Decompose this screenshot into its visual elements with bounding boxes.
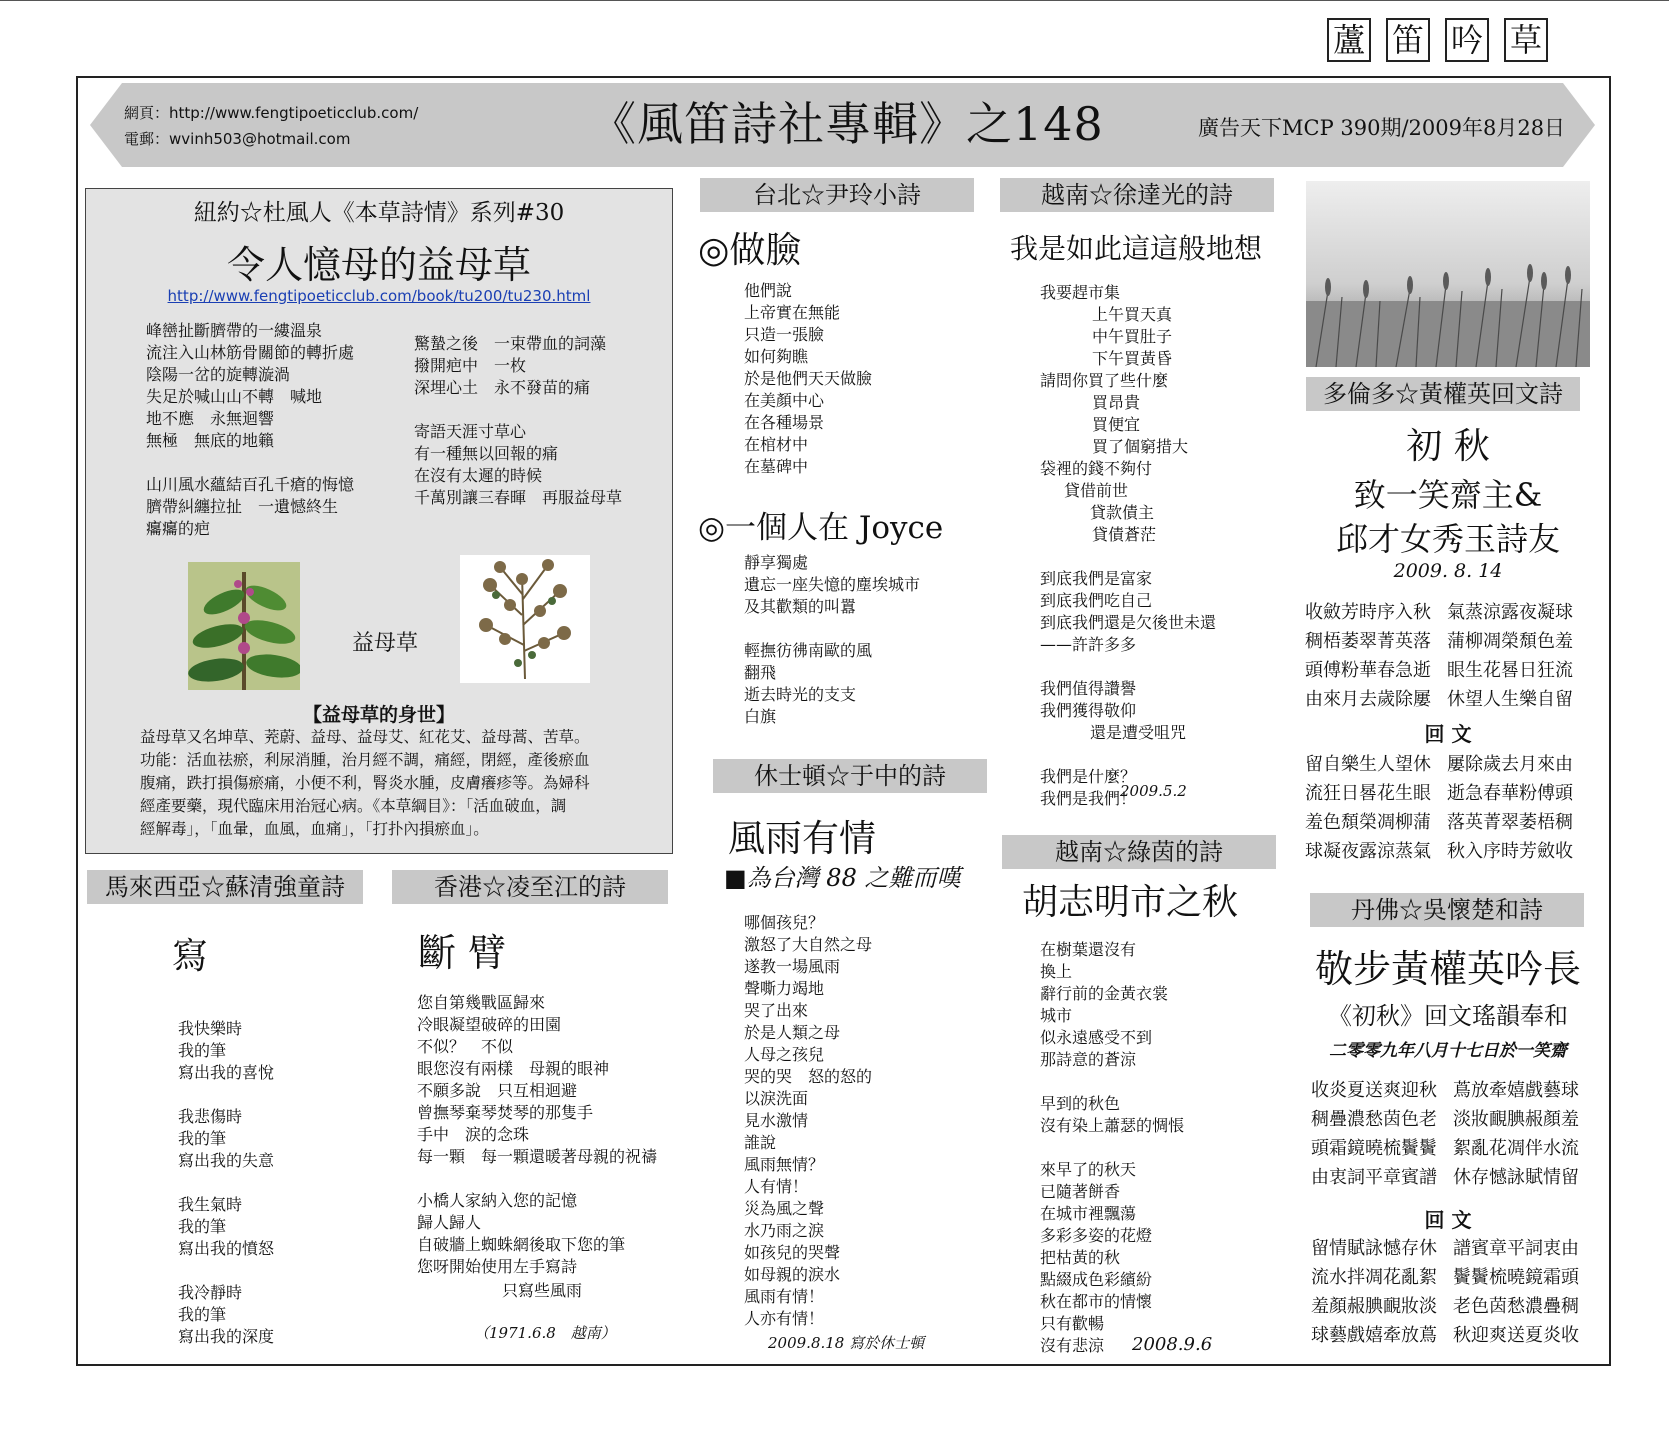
poem-line [1040,656,1216,678]
poem-line: 聲嘶力竭地 [744,979,825,998]
bio-line: 經產要藥，現代臨床用治冠心病。《本草綱目》：「活血破血，調 [140,797,567,815]
couplet-line: 蒲柳凋榮頹色羞 [1447,631,1573,652]
poem-line: 人母之孩兒 [744,1045,825,1064]
poem-line [146,452,354,474]
poem-line: 寫出我的喜悅 [178,1063,275,1082]
bencao-title: 令人憶母的益母草 [226,243,531,287]
taipei-title-1: ◎做臉 [698,230,802,271]
poem-line: 陰陽一岔的旋轉漩渦 [146,365,291,384]
section-malaysia: 馬來西亞☆蘇清強童詩 [87,870,363,904]
reed-char-1: 蘆 [1327,18,1371,62]
poem-line: 失足於喊山山不轉 喊地 [146,387,323,406]
poem-line: 買便宜 [1092,415,1141,434]
reed-title-4: 敬步黃權英吟長 [1314,947,1581,991]
email-text: 電郵：wvinh503@hotmail.com [124,130,351,148]
poem-line: ——許許多多 [1040,635,1137,654]
couplet-row [1311,1292,1595,1321]
poem-line: 每一顆 每一顆還暖著母親的祝禱 [417,1147,658,1166]
poem-line [414,399,622,421]
poem-line: 災為風之聲 [744,1199,825,1218]
couplet-line: 秋迎爽送夏炎收 [1453,1325,1579,1346]
couplet-line: 留自樂生人望休 [1305,754,1431,775]
poem-line: 您呀開始使用左手寫詩 [417,1257,578,1276]
poem-line: 於是人類之母 [744,1023,841,1042]
poem-line: 那詩意的蒼涼 [1040,1050,1137,1069]
couplet-line: 絮亂花凋伴水流 [1453,1138,1579,1159]
couplet-row [1305,627,1589,656]
couplet-line: 流水拌凋花亂絮 [1311,1267,1437,1288]
poem-line: 到底我們是富家 [1040,569,1153,588]
poem-line: 地不應 永無迴響 [146,409,275,428]
poem-line: 秋在都市的情懷 [1040,1292,1153,1311]
poem-line: 癟癟的疤 [146,519,211,538]
couplet-line: 羞色頹榮凋柳蒲 [1305,812,1431,833]
poem-line: 到底我們吃自己 [1040,591,1153,610]
vietnam2-date: 2008.9.6 [1132,1334,1213,1355]
poem-line: 沒有染上蕭瑟的惆悵 [1040,1116,1185,1135]
poem-line: 我們值得讚譽 [1040,679,1137,698]
poem-line: 見水激情 [744,1111,809,1130]
couplet-line: 球藝戲嬉牽放蔦 [1311,1325,1437,1346]
poem-line: 冷眼凝望破碎的田園 [417,1015,562,1034]
reed-char-2: 笛 [1386,18,1430,62]
couplet-row [1305,685,1589,714]
poem-line: 人有情！ [744,1177,809,1196]
couplet-row [1305,656,1589,685]
herb-caption: 益母草 [352,631,419,656]
poem-line: 在棺材中 [744,435,809,454]
couplet-line: 稠疊濃愁茵色老 [1311,1109,1437,1130]
reed-char-4: 草 [1504,18,1548,62]
poem-line: 上午買天真 [1092,305,1173,324]
poem-line: 輕撫彷彿南歐的風 [744,641,873,660]
poem-line: 峰巒扯斷臍帶的一縷溫泉 [146,321,323,340]
poem-line: 只有歡暢 [1040,1314,1105,1333]
herb-plant-image [188,562,300,690]
reed-huiwen-label-1: 回 文 [1424,722,1472,746]
couplet-row [1305,779,1589,808]
poem-line: 點綴成色彩繽紛 [1040,1270,1153,1289]
poem-line: 買昂貴 [1092,393,1141,412]
bencao-left-poem [146,320,354,540]
poem-line: 以淚洗面 [744,1089,809,1108]
poem-line: 深埋心土 永不發苗的痛 [414,378,591,397]
couplet-line: 頭霜鏡曉梳鬢鬢 [1311,1138,1437,1159]
reed-poem-2-reverse [1311,1234,1595,1350]
poem-line: 已隨著餅香 [1040,1182,1121,1201]
poem-line: 遂教一場風雨 [744,957,841,976]
poem-line: 我們是什麼？ [1040,767,1137,786]
reed-header-image [1306,181,1590,367]
poem-line: 我的筆 [178,1041,227,1060]
hongkong-last-line: 只寫些風雨 [502,1281,583,1300]
couplet-row [1311,1263,1595,1292]
couplet-line: 收斂芳時序入秋 [1305,602,1431,623]
couplet-line: 休存憾詠賦情留 [1453,1167,1579,1188]
reed-huiwen-label-2: 回 文 [1424,1208,1472,1232]
dried-herb-image [460,555,590,683]
bencao-url-wrap [85,286,673,305]
poem-line: 不願多說 只互相迴避 [417,1081,578,1100]
couplet-row [1305,837,1589,866]
reed-date-2: 二零零九年八月十七日於一笑齋 [1329,1041,1567,1061]
vietnam2-poem [1040,939,1184,1357]
poem-line: 城市 [1040,1006,1073,1025]
poem-line [178,1172,274,1194]
poem-line: 水乃雨之淚 [744,1221,825,1240]
poem-line: 小橋人家納入您的記憶 [417,1191,578,1210]
couplet-line: 鬢鬢梳曉鏡霜頭 [1453,1267,1579,1288]
poem-line: 無極 無底的地籟 [146,431,275,450]
poem-line: 中午買肚子 [1092,327,1173,346]
bencao-bio-text [140,726,590,841]
couplet-row [1311,1163,1595,1192]
couplet-line: 由衷詞平章賓譜 [1311,1167,1437,1188]
poem-line: 我們獲得敬仰 [1040,701,1137,720]
couplet-row [1311,1134,1595,1163]
issue-text: 廣告天下MCP 390期/2009年8月28日 [1198,116,1566,140]
houston-poem [744,912,872,1330]
poem-line: 在沒有太遲的時候 [414,466,543,485]
couplet-row [1305,808,1589,837]
couplet-line: 眼生花晷日狂流 [1447,660,1573,681]
poem-line: 如何夠瞧 [744,347,809,366]
poem-line: 我要趕市集 [1040,283,1121,302]
poem-line: 我悲傷時 [178,1107,243,1126]
poem-line: 我快樂時 [178,1019,243,1038]
bio-line: 經解毒」，「血暈，血風，血痛」，「打扑內損瘀血」。 [140,820,489,838]
poem-line: 把枯黃的秋 [1040,1248,1121,1267]
poem-line: 我們是我們！ [1040,789,1137,808]
vietnam1-title: 我是如此這這般地想 [1010,232,1263,265]
couplet-line: 留情賦詠憾存休 [1311,1238,1437,1259]
poem-line: 白旗 [744,707,777,726]
poem-line [1040,1071,1184,1093]
poem-line: 如母親的淚水 [744,1265,841,1284]
reed-date-1: 2009. 8. 14 [1393,560,1503,582]
couplet-line: 收炎夏送爽迎秋 [1311,1080,1437,1101]
poem-line: 千萬別讓三春暉 再服益母草 [414,488,623,507]
reed-char-3: 吟 [1445,18,1489,62]
houston-title: 風雨有情 [728,817,876,860]
bencao-right-poem [414,333,622,509]
bencao-bio-title: 【益母草的身世】 [302,704,455,726]
hongkong-date: （1971.6.8 越南） [474,1324,616,1342]
poem-line: 在各種場景 [744,413,825,432]
poem-line: 只造一張臉 [744,325,825,344]
poem-line [1040,744,1216,766]
couplet-line: 屢除歲去月來由 [1447,754,1573,775]
poem-line: 下午買黃昏 [1092,349,1173,368]
couplet-line: 休望人生樂自留 [1447,689,1573,710]
vietnam1-poem [1040,282,1216,810]
poem-line: 寫出我的憤怒 [178,1239,275,1258]
couplet-line: 蔦放牽嬉戲藝球 [1453,1080,1579,1101]
reed-poem-2 [1311,1076,1595,1192]
poem-line [1040,1137,1184,1159]
poem-line: 我冷靜時 [178,1283,243,1302]
poem-line: 您自第幾戰區歸來 [417,993,546,1012]
poem-line: 曾撫琴棄琴焚琴的那隻手 [417,1103,594,1122]
poem-line: 他們說 [744,281,793,300]
poem-line: 驚蟄之後 一束帶血的詞藻 [414,334,607,353]
poem-line: 買了個窮措大 [1092,437,1189,456]
poem-line: 人亦有情！ [744,1309,825,1328]
couplet-row [1311,1076,1595,1105]
couplet-line: 秋入序時芳斂收 [1447,841,1573,862]
section-denver: 丹佛☆吳懷楚和詩 [1310,893,1584,927]
poem-line [744,618,920,640]
poem-line: 哭了出來 [744,1001,809,1020]
poem-line: 眼您沒有兩樣 母親的眼神 [417,1059,610,1078]
houston-subtitle: ■為台灣 88 之難而嘆 [724,864,961,892]
poem-line: 流注入山林筋骨關節的轉折處 [146,343,355,362]
houston-date: 2009.8.18 寫於休士頓 [768,1334,925,1352]
poem-line: 翻飛 [744,663,777,682]
couplet-row [1311,1105,1595,1134]
taipei-title-2: ◎一個人在 Joyce [698,510,944,546]
section-vietnam-1: 越南☆徐達光的詩 [1000,178,1274,212]
poem-line: 於是他們天天做臉 [744,369,873,388]
poem-line: 在美顏中心 [744,391,825,410]
poem-line: 不似？ 不似 [417,1037,514,1056]
reed-title-2: 致一笑齋主& [1353,476,1543,514]
poem-line: 逝去時光的支支 [744,685,857,704]
poem-line: 請問你買了些什麼 [1040,371,1169,390]
couplet-line: 由來月去歲除屢 [1305,689,1431,710]
couplet-row [1305,750,1589,779]
poem-line: 沒有悲涼 [1040,1336,1105,1355]
poem-line [178,1084,274,1106]
poem-line: 遺忘一座失憶的塵埃城市 [744,575,921,594]
poem-line: 在城市裡飄蕩 [1040,1204,1137,1223]
couplet-line: 稠梧萎翠菁英落 [1305,631,1431,652]
couplet-line: 氣蒸涼露夜凝球 [1447,602,1573,623]
poem-line: 貸借前世 [1064,481,1129,500]
reed-title-5: 《初秋》回文瑤韻奉和 [1328,1002,1568,1030]
poem-line: 我的筆 [178,1305,227,1324]
poem-line: 在墓碑中 [744,457,809,476]
couplet-row [1311,1234,1595,1263]
couplet-line: 落英菁翠萎梧稠 [1447,812,1573,833]
hongkong-title: 斷 臂 [418,931,507,975]
couplet-line: 老色茵愁濃疊稠 [1453,1296,1579,1317]
poem-line [1040,546,1216,568]
poem-line: 貸債蒼茫 [1092,525,1157,544]
bencao-url-link[interactable]: http://www.fengtipoeticclub.com/book/tu200/tu230.html [167,287,591,305]
poem-line: 臍帶糾纏拉扯 一遺憾終生 [146,497,339,516]
poem-line: 多彩多姿的花燈 [1040,1226,1153,1245]
couplet-row [1311,1321,1595,1350]
poem-line [417,1168,657,1190]
couplet-line: 羞顏赧腆靦妝淡 [1311,1296,1437,1317]
couplet-line: 球凝夜露涼蒸氣 [1305,841,1431,862]
poem-line: 歸人歸人 [417,1213,482,1232]
poem-line: 撥開疤中 一枚 [414,356,527,375]
poem-line: 風雨無情？ [744,1155,825,1174]
section-taipei: 台北☆尹玲小詩 [700,178,974,212]
poem-line: 袋裡的錢不夠付 [1040,459,1153,478]
poem-line: 山川風水蘊結百孔千瘡的悔憶 [146,475,355,494]
page-title: 《風笛詩社專輯》之148 [590,97,1104,151]
poem-line: 我的筆 [178,1129,227,1148]
poem-line: 風雨有情！ [744,1287,825,1306]
reed-title-1: 初 秋 [1406,426,1490,467]
poem-line: 靜享獨處 [744,553,809,572]
couplet-line: 流狂日晷花生眼 [1305,783,1431,804]
poem-line: 自破牆上蜘蛛網後取下您的筆 [417,1235,626,1254]
couplet-line: 淡妝靦腆赧顏羞 [1453,1109,1579,1130]
reed-poem-1-reverse [1305,750,1589,866]
section-vietnam-2: 越南☆綠茵的詩 [1002,835,1276,869]
website-text: 網頁：http://www.fengtipoeticclub.com/ [124,104,419,122]
poem-line: 有一種無以回報的痛 [414,444,559,463]
malaysia-title: 寫 [172,936,209,977]
couplet-line: 逝急春華粉傅頭 [1447,783,1573,804]
taipei-poem-2 [744,552,920,728]
bio-line: 功能：活血祛瘀，利尿消腫，治月經不調，痛經，閉經，產後瘀血 [140,751,590,769]
malaysia-poem [178,1018,274,1348]
reed-poem-1 [1305,598,1589,714]
section-hongkong: 香港☆凌至江的詩 [392,870,668,904]
reed-title-3: 邱才女秀玉詩友 [1335,520,1560,558]
couplet-line: 頭傅粉華春急逝 [1305,660,1431,681]
poem-line: 到底我們還是欠後世未還 [1040,613,1217,632]
poem-line: 寄語天涯寸草心 [414,422,527,441]
hongkong-poem [417,992,657,1278]
poem-line: 寫出我的深度 [178,1327,275,1346]
poem-line: 我生氣時 [178,1195,243,1214]
couplet-row [1305,598,1589,627]
poem-line: 我的筆 [178,1217,227,1236]
poem-line: 哪個孩兒？ [744,913,825,932]
poem-line: 上帝實在無能 [744,303,841,322]
poem-line: 在樹葉還沒有 [1040,940,1137,959]
section-toronto: 多倫多☆黃權英回文詩 [1306,377,1580,411]
poem-line: 還是遭受咀咒 [1090,723,1187,742]
couplet-line: 譜賓章平詞衷由 [1453,1238,1579,1259]
poem-line: 來早了的秋天 [1040,1160,1137,1179]
poem-line: 貸款債主 [1090,503,1155,522]
top-rule [0,0,1669,1]
poem-line: 辭行前的金黃衣裳 [1040,984,1169,1003]
taipei-poem-1 [744,280,872,478]
bio-line: 腹痛，跌打損傷瘀痛，小便不利，腎炎水腫，皮膚癢疹等。為婦科 [140,774,590,792]
poem-line: 誰說 [744,1133,777,1152]
poem-line: 似永遠感受不到 [1040,1028,1153,1047]
vietnam2-title: 胡志明市之秋 [1022,882,1239,923]
poem-line: 及其歡類的叫囂 [744,597,857,616]
bio-line: 益母草又名坤草、茺蔚、益母、益母艾、紅花艾、益母蒿、苦草。 [140,728,590,746]
vietnam1-date: 2009.5.2 [1120,782,1187,800]
poem-line: 換上 [1040,962,1073,981]
poem-line: 激怒了大自然之母 [744,935,873,954]
poem-line: 寫出我的失意 [178,1151,275,1170]
poem-line [178,1260,274,1282]
poem-line: 如孩兒的哭聲 [744,1243,841,1262]
poem-line: 哭的哭 怒的怒的 [744,1067,873,1086]
bencao-series: 紐約☆杜風人《本草詩情》系列#30 [193,200,565,226]
poem-line: 手中 淚的念珠 [417,1125,530,1144]
section-houston: 休士頓☆于中的詩 [713,759,987,793]
poem-line: 早到的秋色 [1040,1094,1121,1113]
